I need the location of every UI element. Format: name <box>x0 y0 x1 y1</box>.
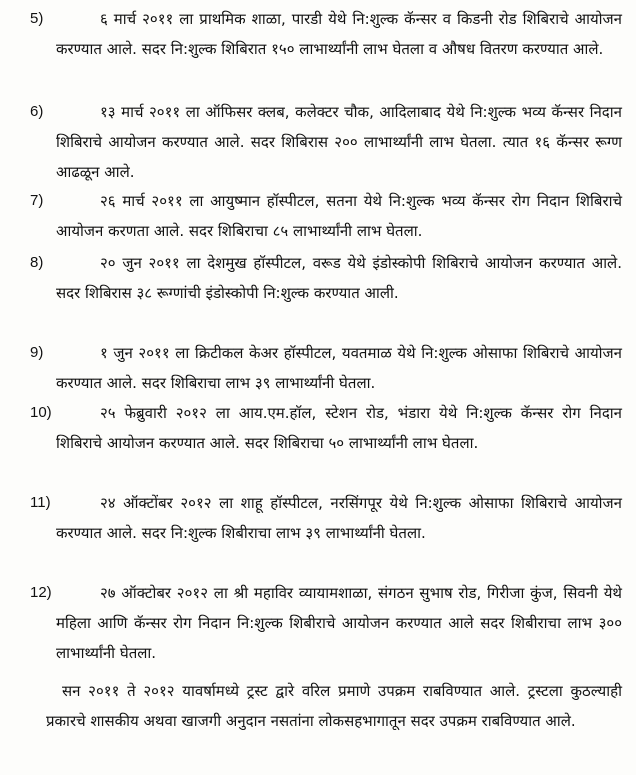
item-number: 8) <box>30 254 44 271</box>
item-number: 11) <box>30 494 51 511</box>
item-number: 9) <box>30 344 44 361</box>
summary-paragraph: सन २०११ ते २०१२ यावर्षामध्ये ट्रस्ट द्वारे वरिल प्रमाणे उपक्रम राबविण्यात आले. ट्रस्टला कुठल्याही प्रकारचे शासकीय अथवा खाजगी अनुदान नसतांना लोकसहभागातून सदर उपक्रम राबविण्यात आले. <box>46 682 622 730</box>
item-number: 7) <box>30 192 44 209</box>
item-text: २४ ऑक्टोंबर २०१२ ला शाहू हॉस्पीटल, नरसिंगपूर येथे नि:शुल्क ओसाफा शिबिराचे आयोजन करण्यात आले. सदर नि:शुल्क शिबीराचा लाभ ३९ लाभार्थ्यांनी घेतला. <box>56 494 622 542</box>
item-text: २७ ऑक्टोबर २०१२ ला श्री महाविर व्यायामशाळा, संगठन सुभाष रोड, गिरीजा कुंज, सिवनी येथे महिला आणि कॅन्सर रोग निदान नि:शुल्क शिबीराचे आयोजन करण्यात आले सदर शिबीराचा लाभ ३०० लाभार्थ्यांनी घेतला. <box>56 584 622 662</box>
item-number: 12) <box>30 584 52 601</box>
item-text: १३ मार्च २०११ ला ऑफिसर क्लब, कलेक्टर चौक, आदिलाबाद येथे नि:शुल्क भव्य कॅन्सर निदान शिबिराचे आयोजन करण्यात आले. सदर शिबिरास २०० लाभार्थ्यांनी लाभ घेतला. त्यात १६ कॅन्सर रूग्ण आढळून आले. <box>56 103 622 181</box>
item-text: ६ मार्च २०११ ला प्राथमिक शाळा, पारडी येथे नि:शुल्क कॅन्सर व किडनी रोड शिबिराचे आयोजन करण्यात आले. सदर नि:शुल्क शिबिरात १५० लाभार्थ्यांनी लाभ घेतला व औषध वितरण करण्यात आले. <box>56 10 622 58</box>
item-text: १ जुन २०११ ला क्रिटीकल केअर हॉस्पीटल, यवतमाळ येथे नि:शुल्क ओसाफा शिबिराचे आयोजन करण्यात आले. सदर शिबिराचा लाभ ३९ लाभार्थ्यांनी घेतला. <box>56 344 622 392</box>
item-number: 6) <box>30 103 44 120</box>
item-text: २० जुन २०११ ला देशमुख हॉस्पीटल, वरूड येथे इंडोस्कोपी शिबिराचे आयोजन करण्यात आले. सदर शिबिरास ३८ रूग्णांची इंडोस्कोपी नि:शुल्क करण्यात आली. <box>56 254 622 302</box>
item-text: २६ मार्च २०११ ला आयुष्मान हॉस्पीटल, सतना येथे नि:शुल्क भव्य कॅन्सर रोग निदान शिबिराचे आयोजन करणता आले. सदर शिबिराचा ८५ लाभार्थ्यांनी लाभ घेतला. <box>56 192 622 240</box>
item-text: २५ फेब्रुवारी २०१२ ला आय.एम.हॉल, स्टेशन रोड, भंडारा येथे नि:शुल्क कॅन्सर रोग निदान शिबिराचे आयोजन करण्यात आले. सदर शिबिराचा ५० लाभार्थ्यांनी लाभ घेतला. <box>56 404 622 452</box>
item-number: 5) <box>30 10 44 27</box>
item-number: 10) <box>30 404 52 421</box>
